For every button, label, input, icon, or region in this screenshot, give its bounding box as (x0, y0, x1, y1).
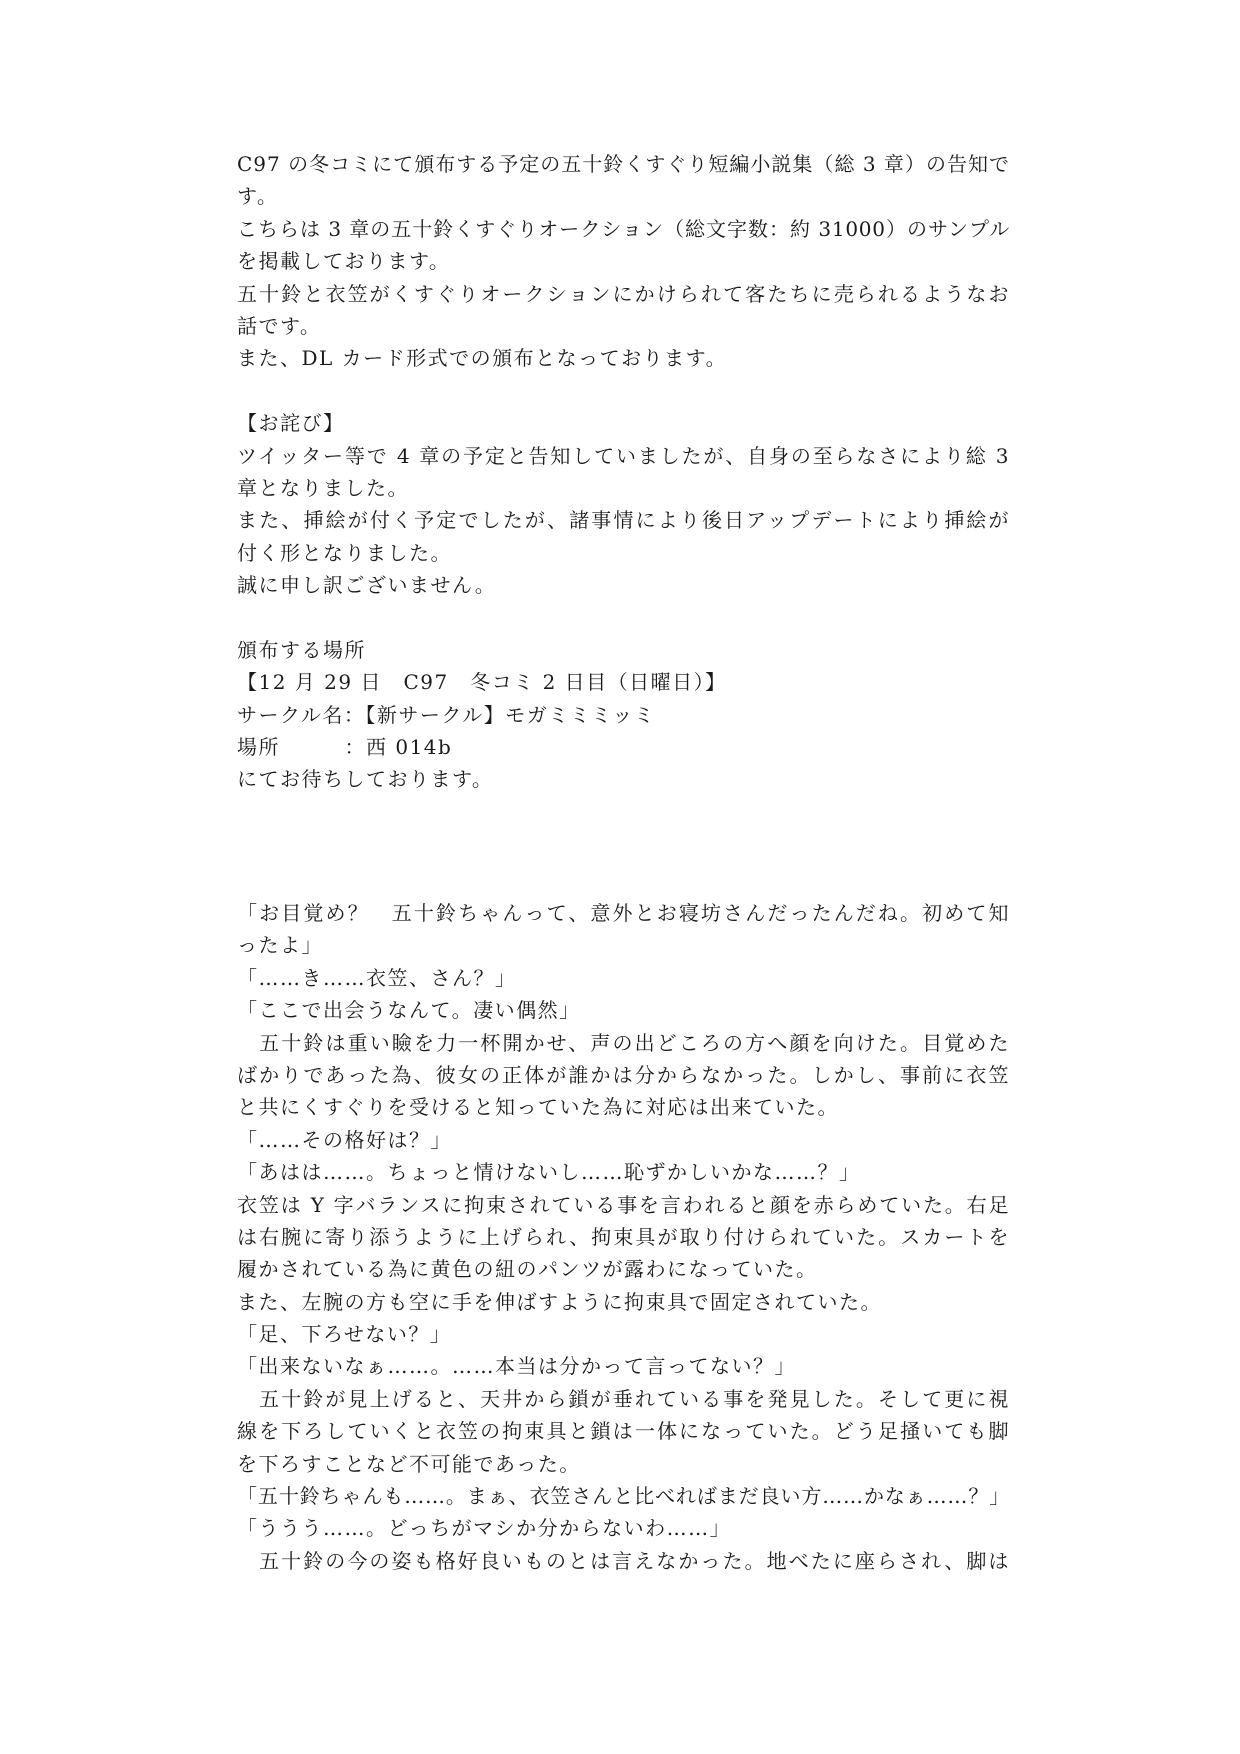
story-body (237, 897, 1010, 1577)
notice-line: また、DL カード形式での頒布となっております。 (237, 346, 728, 371)
distribution-heading: 頒布する場所 (237, 637, 366, 662)
story-line: 「ここで出会うなんて。凄い偶然」 (237, 998, 581, 1023)
story-line: と共にくすぐりを受けると知っていた為に対応は出来ていた。 (237, 1095, 839, 1120)
story-line: 「あはは……。ちょっと情けないし……恥ずかしいかな……？」 (237, 1160, 861, 1185)
notice-line: C97 の冬コミにて頒布する予定の五十鈴くすぐり短編小説集（総 3 章）の告知で (237, 152, 1010, 176)
story-line: 「出来ないなぁ……。……本当は分かって言ってない？」 (237, 1354, 796, 1379)
distribution-date: 【12 月 29 日 C97 冬コミ 2 日目（日曜日）】 (237, 670, 727, 695)
story-line: 衣笠は Y 字バランスに拘束されている事を言われると顔を赤らめていた。右足 (237, 1192, 1010, 1217)
notice-line: を掲載しております。 (237, 249, 451, 274)
notice-line: す。 (237, 184, 279, 209)
distribution-circle: サークル名：【新サークル】モガミミミッミ (237, 702, 656, 727)
apology-heading: 【お詫び】 (237, 411, 345, 436)
document-body (237, 148, 1010, 796)
distribution-section (237, 634, 1010, 796)
story-line: 五十鈴は重い瞼を力一杯開かせ、声の出どころの方へ顔を向けた。目覚めた (237, 1030, 1010, 1055)
story-line: 五十鈴の今の姿も格好良いものとは言えなかった。地べたに座らされ、脚は (237, 1548, 1010, 1573)
story-line: は右腕に寄り添うように上げられ、拘束具が取り付けられていた。スカートを (237, 1224, 1010, 1249)
notice-line: 五十鈴と衣笠がくすぐりオークションにかけられて客たちに売られるようなお (237, 281, 1010, 306)
story-line: また、左腕の方も空に手を伸ばすように拘束具で固定されていた。 (237, 1289, 882, 1314)
notice-line: 話です。 (237, 313, 322, 338)
apology-line: 章となりました。 (237, 475, 409, 500)
notice-section (237, 148, 1010, 375)
apology-line: ツイッター等で 4 章の予定と告知していましたが、自身の至らなさにより総 3 (237, 443, 1010, 468)
story-line: 線を下ろしていくと衣笠の拘束具と鎖は一体になっていた。どう足掻いても脚 (237, 1419, 1010, 1444)
distribution-place: 場所 ：西 014b (237, 735, 453, 760)
notice-line: こちらは 3 章の五十鈴くすぐりオークション（総文字数：約 31000）のサンプル (237, 216, 1010, 241)
blank-line (237, 601, 1010, 633)
blank-line (237, 375, 1010, 407)
story-line: 「お目覚め？ 五十鈴ちゃんって、意外とお寝坊さんだったんだね。初めて知 (237, 901, 1010, 925)
story-line: 「ううう……。どっちがマシか分からないわ……」 (237, 1516, 732, 1541)
story-line: ったよ」 (237, 933, 323, 958)
story-line: 「……その格好は？」 (237, 1127, 452, 1152)
story-line: 「……き……衣笠、さん？」 (237, 965, 517, 990)
story-line: 「足、下ろせない？」 (237, 1322, 452, 1347)
apology-line: 付く形となりました。 (237, 540, 452, 565)
apology-line: また、挿絵が付く予定でしたが、諸事情により後日アップデートにより挿絵が (237, 508, 1010, 533)
story-line: 履かされている為に黄色の紐のパンツが露わになっていた。 (237, 1257, 818, 1282)
story-line: 五十鈴が見上げると、天井から鎖が垂れている事を発見した。そして更に視 (237, 1386, 1010, 1411)
story-line: ばかりであった為、彼女の正体が誰かは分からなかった。しかし、事前に衣笠 (237, 1062, 1010, 1087)
apology-section (237, 407, 1010, 601)
distribution-closing: にてお待ちしております。 (237, 767, 494, 792)
story-line: 「五十鈴ちゃんも……。まぁ、衣笠さんと比べればまだ良い方……かなぁ……？」 (237, 1484, 1010, 1509)
apology-line: 誠に申し訳ございません。 (237, 573, 497, 598)
story-line: を下ろすことなど不可能であった。 (237, 1451, 581, 1476)
